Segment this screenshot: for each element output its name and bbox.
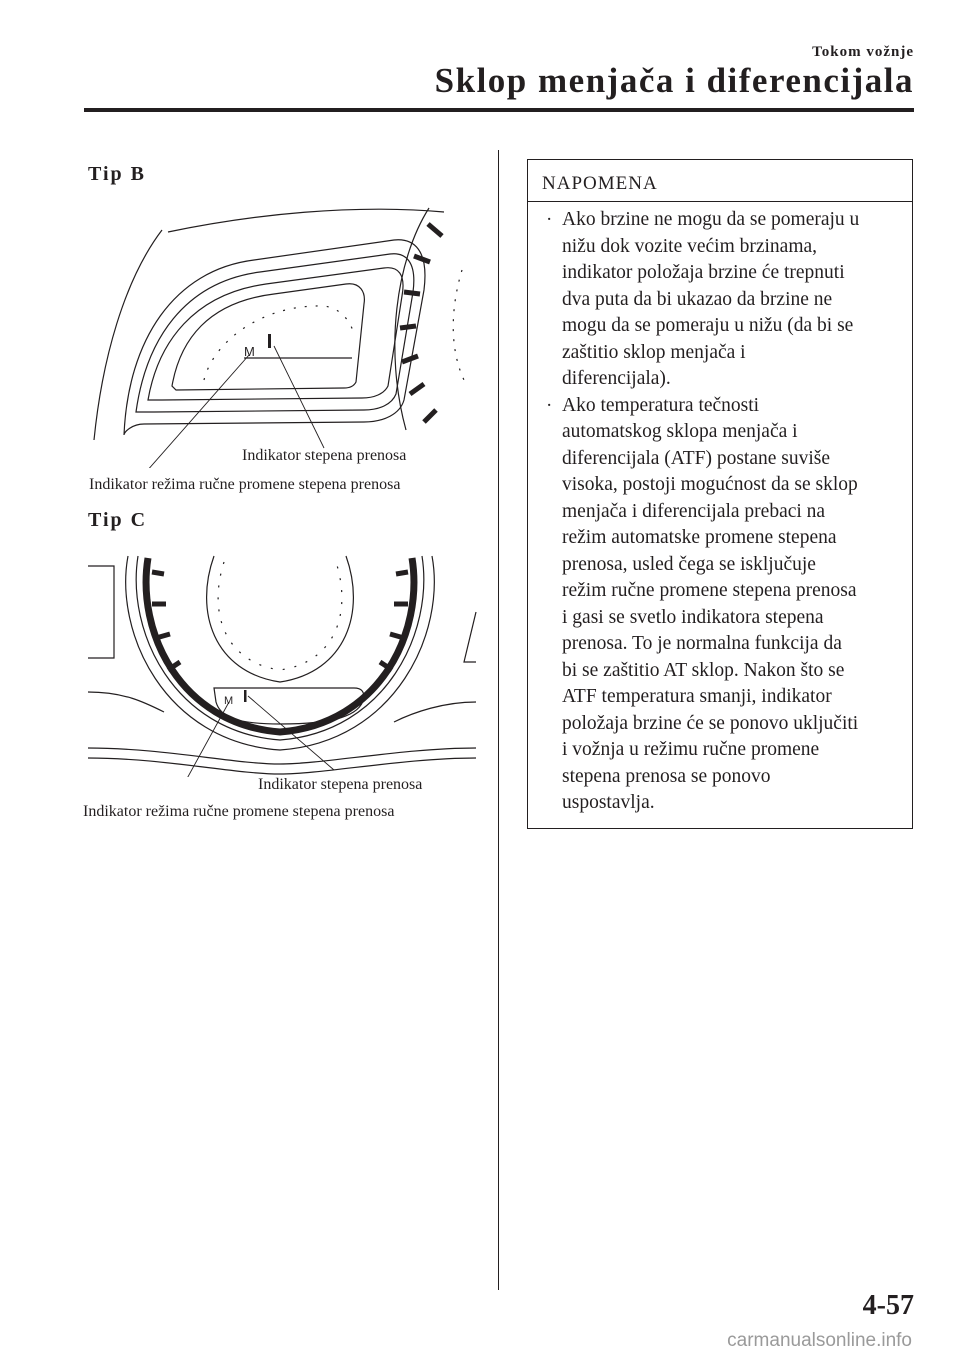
fig-b-tach-tick: [410, 384, 424, 394]
bullet-marker: ·: [546, 394, 553, 416]
note-line: režim ručne promene stepena prenosa: [562, 580, 857, 601]
fig-b-housing-curve: [94, 230, 162, 440]
fig-c-center-dial-ticks: [218, 562, 342, 670]
note-bullet-list: [538, 207, 906, 817]
page-number: 4-57: [862, 1290, 914, 1321]
note-bullet-item: [538, 207, 906, 393]
figure-b-label: Tip B: [88, 163, 146, 185]
note-line: indikator položaja brzine će trepnuti: [562, 262, 845, 283]
fig-b-gear-callout: Indikator stepena prenosa: [242, 447, 407, 464]
fig-c-tach-tick: [152, 572, 164, 574]
fig-c-lower-right-contour: [394, 702, 476, 722]
fig-b-tach-inner-arc: [453, 270, 464, 380]
fig-b-tach-tick: [404, 292, 420, 294]
fig-b-tach-tick: [424, 410, 436, 422]
note-line: menjača i diferencijala prebaci na: [562, 500, 826, 522]
note-line: uspostavlja.: [562, 792, 655, 813]
fig-c-left-panel: [88, 566, 114, 658]
fig-c-manual-mode-callout: Indikator režima ručne promene stepena prenosa: [83, 803, 395, 820]
fig-b-gear-leader: [274, 346, 324, 448]
fig-c-tach-tick: [396, 572, 408, 574]
note-line: položaja brzine će se ponovo uključiti: [562, 712, 859, 734]
fig-b-tach-tick: [400, 326, 416, 328]
section-label: Tokom vožnje: [812, 44, 914, 60]
note-line: zaštitio sklop menjača i: [562, 341, 746, 363]
fig-c-gear-digit: [244, 690, 247, 702]
column-divider: [498, 150, 499, 1290]
fig-c-tach-band: [146, 558, 414, 732]
header-rule: [84, 108, 914, 112]
fig-b-mode-letter: M: [244, 344, 255, 359]
bullet-marker: ·: [546, 209, 553, 230]
fig-b-tach-arc: [395, 208, 429, 430]
fig-b-tach-tick: [428, 224, 442, 236]
fig-c-outer-bezel: [126, 556, 435, 750]
note-line: Ako brzine ne mogu da se pomeraju u: [562, 209, 860, 230]
figure-c-label: Tip C: [88, 509, 148, 531]
fig-b-tach-tick: [402, 356, 418, 362]
note-line: režim automatske promene stepena: [562, 527, 837, 548]
fig-c-gear-callout: Indikator stepena prenosa: [258, 776, 423, 793]
note-line: automatskog sklopa menjača i: [562, 421, 798, 442]
note-line: nižu dok vozite većim brzinama,: [562, 235, 818, 257]
fig-c-right-panel: [464, 612, 476, 662]
fig-b-housing-top: [168, 209, 444, 232]
note-line: ATF temperatura smanji, indikator: [562, 686, 832, 707]
note-line: i vožnja u režimu ručne promene: [562, 739, 820, 760]
fig-c-center-dial: [207, 556, 354, 682]
note-line: prenosa, usled čega se isključuje: [562, 553, 816, 575]
fig-b-tach-tick: [414, 256, 430, 262]
note-box: [527, 159, 913, 829]
note-title: NAPOMENA: [542, 173, 658, 194]
fig-b-gear-digit: [268, 334, 271, 348]
fig-c-bottom-contour: [88, 758, 476, 774]
fig-c-lower-left-contour: [88, 692, 164, 712]
note-line: prenosa. To je normalna funkcija da: [562, 633, 842, 654]
note-line: visoka, postoji mogućnost da se sklop: [562, 474, 858, 495]
fig-b-manual-mode-callout: Indikator režima ručne promene stepena prenosa: [89, 476, 401, 493]
fig-c-inner-bezel: [136, 556, 424, 740]
note-line: bi se zaštitio AT sklop. Nakon što se: [562, 659, 845, 681]
watermark: carmanualsonline.info: [727, 1330, 912, 1351]
figure-b-cluster-illustration: [84, 200, 480, 468]
note-line: dva puta da bi ukazao da brzine ne: [562, 288, 833, 310]
note-line: Ako temperatura tečnosti: [562, 394, 760, 416]
note-line: i gasi se svetlo indikatora stepena: [562, 606, 824, 628]
note-line: mogu da se pomeraju u nižu (da bi se: [562, 315, 854, 336]
note-bullet-item: [538, 393, 906, 817]
fig-c-mode-letter: M: [224, 695, 234, 707]
chapter-title: Sklop menjača i diferencijala: [434, 61, 914, 100]
note-line: diferencijala).: [562, 368, 671, 389]
note-line: stepena prenosa se ponovo: [562, 765, 771, 787]
fig-b-gauge-arc: [204, 306, 354, 380]
figure-c-cluster-illustration: [84, 552, 480, 777]
note-line: diferencijala (ATF) postane suviše: [562, 447, 831, 469]
note-title-rule: [528, 201, 912, 202]
